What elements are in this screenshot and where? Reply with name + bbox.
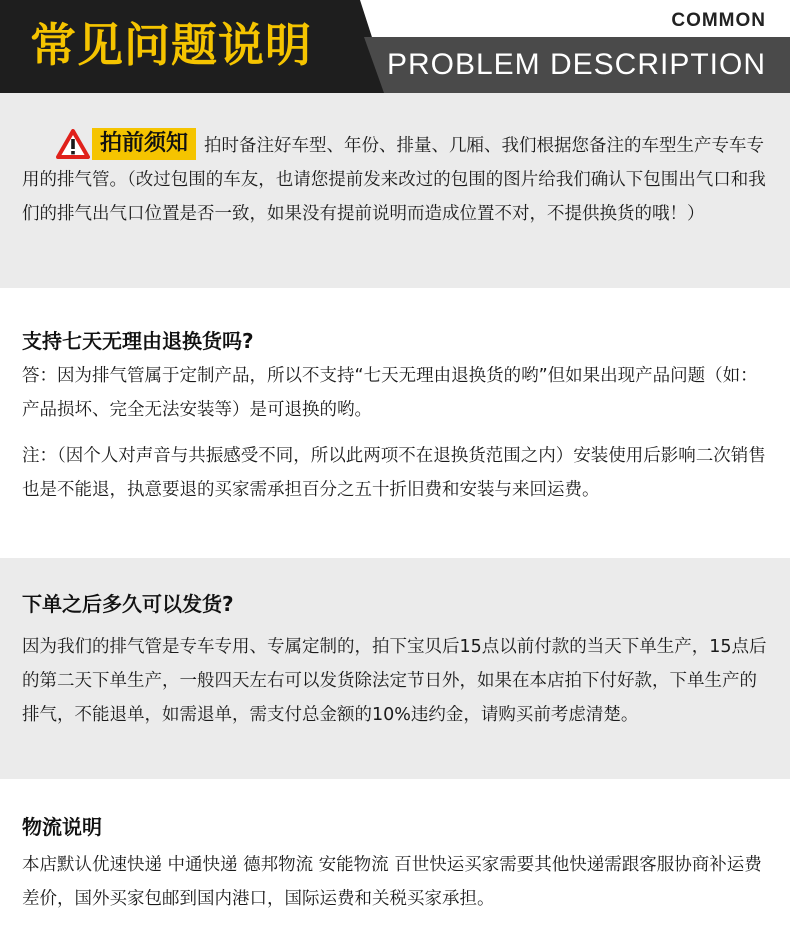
- page-title: 常见问题说明: [30, 18, 312, 72]
- returns-answer: 答：因为排气管属于定制产品，所以不支持“七天无理由退换货的哟”但如果出现产品问题（如：产品损坏、完全无法安装等）是可退换的哟。: [22, 366, 758, 420]
- logistics-text: 本店默认优速快递 中通快递 德邦物流 安能物流 百世快运买家需要其他快递需跟客服协商补运费差价，国外买家包邮到国内港口，国际运费和关税买家承担。: [22, 855, 762, 909]
- notice-text: 拍时备注好车型、年份、排量、几厢、我们根据您备注的车型生产专车专用的排气管。（改过包围的车友，也请您提前发来改过的包围的图片给我们确认下包围出气口和我们的排气出气口位置是否一致，如果没有提前说明而造成位置不对，不提供换货的哦！）: [22, 136, 766, 224]
- shipping-title: 下单之后多久可以发货?: [22, 592, 234, 616]
- returns-note: 注：（因个人对声音与共振感受不同，所以此两项不在退换货范围之内）安装使用后影响二次销售也是不能退，执意要退的买家需承担百分之五十折旧费和安装与来回运费。: [22, 446, 766, 500]
- logistics-title: 物流说明: [22, 815, 102, 839]
- notice-tag: [56, 128, 196, 160]
- returns-section: [0, 288, 790, 558]
- notice-paragraph: [22, 129, 774, 231]
- page-header: [0, 0, 790, 93]
- warning-icon: [56, 129, 90, 159]
- notice-section: [0, 93, 790, 288]
- returns-title: 支持七天无理由退换货吗?: [22, 329, 254, 353]
- shipping-section: [0, 558, 790, 779]
- header-subtitle: PROBLEM DESCRIPTION: [386, 48, 766, 81]
- notice-tag-label: 拍前须知: [92, 128, 196, 160]
- shipping-text: 因为我们的排气管是专车专用、专属定制的，拍下宝贝后15点以前付款的当天下单生产，15点后的第二天下单生产，一般四天左右可以发货除法定节日外，如果在本店拍下付好款，下单生产的排气，不能退单，如需退单，需支付总金额的10%违约金，请购买前考虑清楚。: [22, 637, 767, 725]
- logistics-section: [0, 779, 790, 930]
- header-common-label: COMMON: [671, 10, 766, 31]
